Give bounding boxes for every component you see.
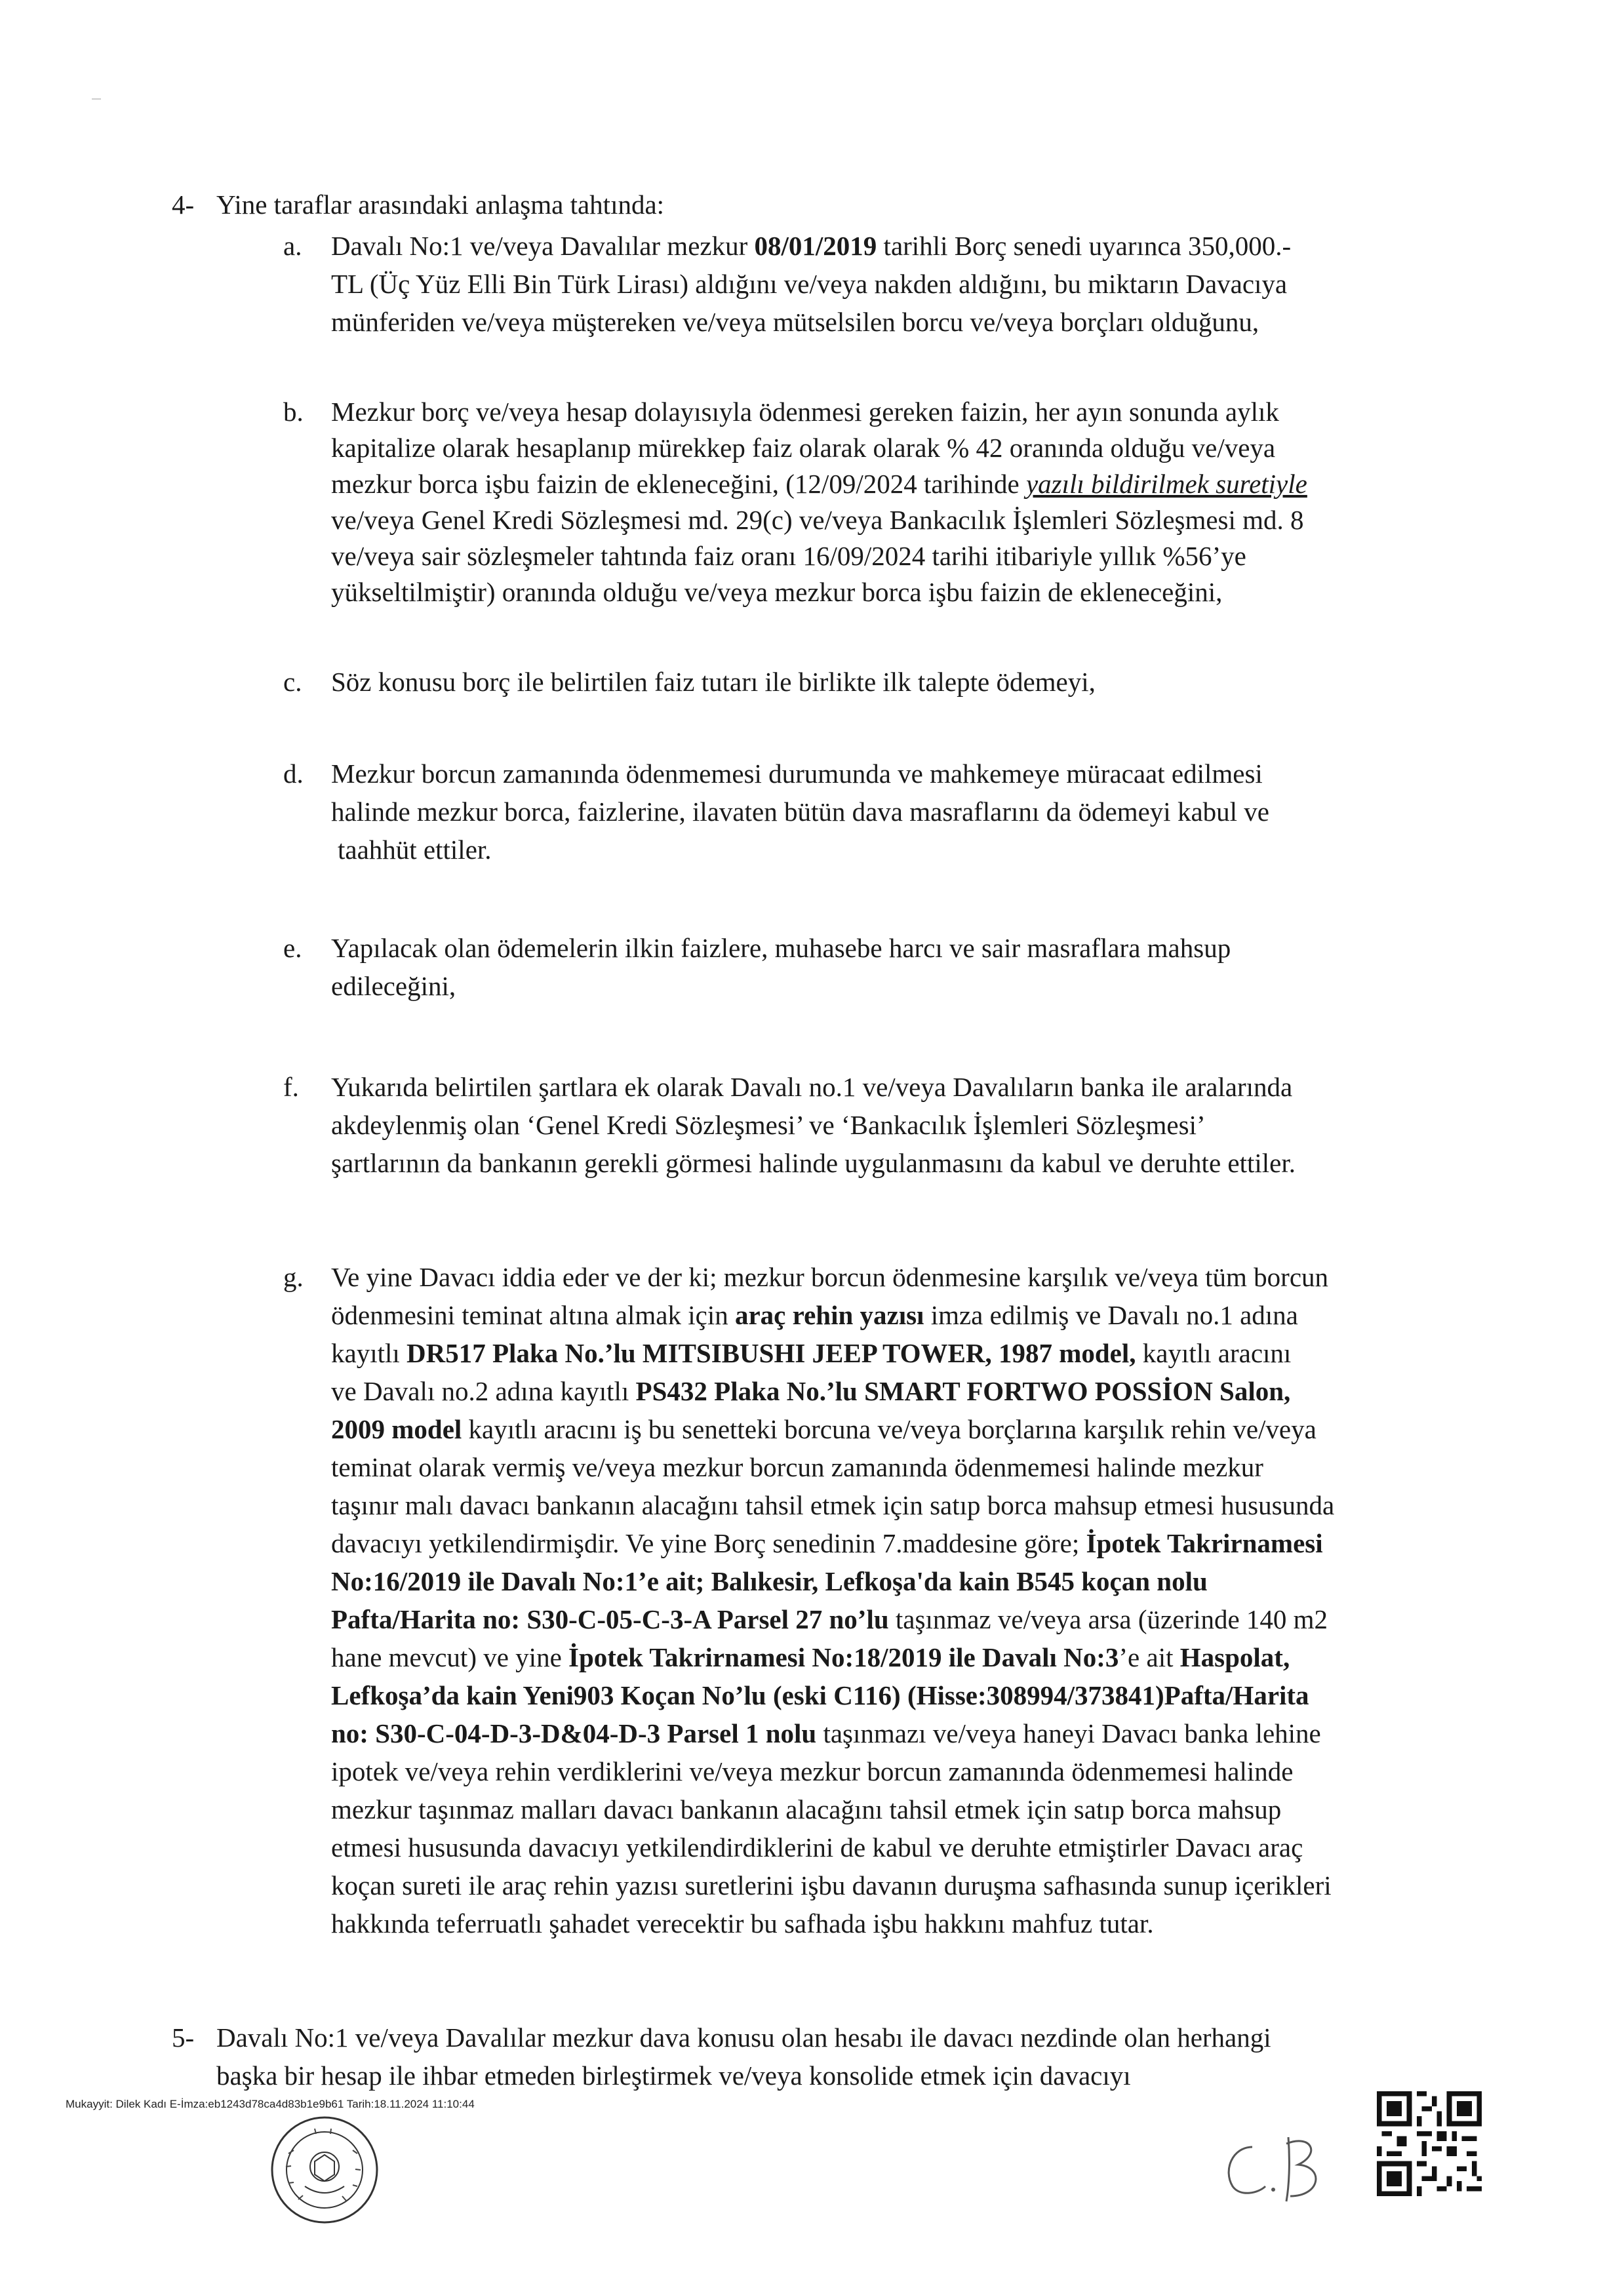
item-e-line-2: edileceğini, — [331, 971, 456, 1001]
handwritten-signature — [1213, 2124, 1344, 2209]
item-g-line-7: taşınır malı davacı bankanın alacağını tahsil etmek için satıp borca mahsup etmesi hususunda — [331, 1490, 1335, 1520]
item-d-line-2: halinde mezkur borca, faizlerine, ilavaten bütün dava masraflarını da ödemeyi kabul ve — [331, 797, 1269, 827]
section-5-number: 5- — [172, 2022, 195, 2053]
item-a-line-3: münferiden ve/veya müştereken ve/veya mütselsilen borcu ve/veya borçları olduğunu, — [331, 307, 1259, 337]
item-a-label: a. — [283, 231, 302, 261]
item-b-line-6: yükseltilmiştir) oranında olduğu ve/veya mezkur borca işbu faizin de ekleneceğini, — [331, 577, 1223, 607]
section-5-line-2: başka bir hesap ile ihbar etmeden birleştirmek ve/veya konsolide etmek için davacıyı — [216, 2060, 1131, 2091]
item-g-line-11: hane mevcut) ve yine İpotek Takrirnamesi No:18/2019 ile Davalı No:3’e ait Haspolat, — [331, 1642, 1290, 1672]
item-g-line-9: No:16/2019 ile Davalı No:1’e ait; Balıkesir, Lefkoşa'da kain B545 koçan nolu — [331, 1566, 1208, 1596]
item-c-label: c. — [283, 667, 302, 697]
item-b-line-3: mezkur borca işbu faizin de ekleneceğini, (12/09/2024 tarihinde yazılı bildirilmek suretiyle — [331, 469, 1307, 499]
item-f-line-1: Yukarıda belirtilen şartlara ek olarak Davalı no.1 ve/veya Davalıların banka ile aralarında — [331, 1072, 1293, 1102]
item-g-line-18: hakkında teferruatlı şahadet verecektir bu safhada işbu hakkını mahfuz tutar. — [331, 1908, 1154, 1939]
item-b-line-2: kapitalize olarak hesaplanıp mürekkep faiz olarak olarak % 42 oranında olduğu ve/veya — [331, 433, 1276, 463]
item-e-label: e. — [283, 933, 302, 963]
item-d-label: d. — [283, 758, 304, 789]
item-d-line-3: taahhüt ettiler. — [338, 835, 492, 865]
item-b-line-5: ve/veya sair sözleşmeler tahtında faiz oranı 16/09/2024 tarihi itibariyle yıllık %56’ye — [331, 541, 1246, 571]
item-f-line-3: şartlarının da bankanın gerekli görmesi halinde uygulanmasını da kabul ve deruhte ettiler. — [331, 1148, 1296, 1178]
item-g-line-3: kayıtlı DR517 Plaka No.’lu MITSIBUSHI JEEP TOWER, 1987 model, kayıtlı aracını — [331, 1338, 1292, 1368]
item-g-line-17: koçan sureti ile araç rehin yazısı suretlerini işbu davanın duruşma safhasında sunup içerikleri — [331, 1870, 1332, 1900]
item-g-line-1: Ve yine Davacı iddia eder ve der ki; mezkur borcun ödenmesine karşılık ve/veya tüm borcun — [331, 1262, 1329, 1292]
item-g-line-4: ve Davalı no.2 adına kayıtlı PS432 Plaka No.’lu SMART FORTWO POSSİON Salon, — [331, 1376, 1291, 1406]
scan-speck — [92, 98, 101, 100]
item-g-line-12: Lefkoşa’da kain Yeni903 Koçan No’lu (eski C116) (Hisse:308994/373841)Pafta/Harita — [331, 1680, 1309, 1710]
court-seal-icon — [269, 2114, 380, 2226]
item-b-label: b. — [283, 397, 304, 427]
section-4-number: 4- — [172, 189, 195, 220]
item-g-label: g. — [283, 1262, 304, 1292]
item-b-line-4: ve/veya Genel Kredi Sözleşmesi md. 29(c) ve/veya Bankacılık İşlemleri Sözleşmesi md. 8 — [331, 505, 1304, 535]
item-g-line-13: no: S30-C-04-D-3-D&04-D-3 Parsel 1 nolu taşınmazı ve/veya haneyi Davacı banka lehine — [331, 1718, 1321, 1748]
qr-code-icon — [1377, 2091, 1482, 2196]
section-4-heading: Yine taraflar arasındaki anlaşma tahtında: — [216, 189, 665, 220]
item-g-line-14: ipotek ve/veya rehin verdiklerini ve/veya mezkur borcun zamanında ödenmemesi halinde — [331, 1756, 1294, 1786]
item-f-line-2: akdeylenmiş olan ‘Genel Kredi Sözleşmesi’ ve ‘Bankacılık İşlemleri Sözleşmesi’ — [331, 1110, 1206, 1140]
item-g-line-15: mezkur taşınmaz malları davacı bankanın alacağını tahsil etmek için satıp borca mahsup — [331, 1794, 1282, 1824]
item-d-line-1: Mezkur borcun zamanında ödenmemesi durumunda ve mahkemeye müracaat edilmesi — [331, 758, 1263, 789]
e-signature-stamp-text: Mukayyit: Dilek Kadı E-İmza:eb1243d78ca4d83b1e9b61 Tarih:18.11.2024 11:10:44 — [66, 2098, 475, 2110]
item-e-line-1: Yapılacak olan ödemelerin ilkin faizlere, muhasebe harcı ve sair masraflara mahsup — [331, 933, 1231, 963]
item-g-line-2: ödenmesini teminat altına almak için araç rehin yazısı imza edilmiş ve Davalı no.1 adına — [331, 1300, 1298, 1330]
item-c-line-1: Söz konusu borç ile belirtilen faiz tutarı ile birlikte ilk talepte ödemeyi, — [331, 667, 1096, 697]
item-g-line-8: davacıyı yetkilendirmişdir. Ve yine Borç senedinin 7.maddesine göre; İpotek Takrirnamesi — [331, 1528, 1323, 1558]
section-5-line-1: Davalı No:1 ve/veya Davalılar mezkur dava konusu olan hesabı ile davacı nezdinde olan herhangi — [216, 2022, 1271, 2053]
item-g-line-16: etmesi hususunda davacıyı yetkilendirdiklerini de kabul ve deruhte etmiştirler Davacı araç — [331, 1832, 1303, 1862]
item-g-line-5: 2009 model kayıtlı aracını iş bu senetteki borcuna ve/veya borçlarına karşılık rehin ve/veya — [331, 1414, 1317, 1444]
item-f-label: f. — [283, 1072, 299, 1102]
item-a-line-2: TL (Üç Yüz Elli Bin Türk Lirası) aldığını ve/veya nakden aldığını, bu miktarın Davacıya — [331, 269, 1288, 299]
item-b-line-1: Mezkur borç ve/veya hesap dolayısıyla ödenmesi gereken faizin, her ayın sonunda aylık — [331, 397, 1279, 427]
item-a-line-1: Davalı No:1 ve/veya Davalılar mezkur 08/01/2019 tarihli Borç senedi uyarınca 350,000.- — [331, 231, 1292, 261]
item-g-line-10: Pafta/Harita no: S30-C-05-C-3-A Parsel 27 no’lu taşınmaz ve/veya arsa (üzerinde 140 m2 — [331, 1604, 1328, 1634]
item-g-line-6: teminat olarak vermiş ve/veya mezkur borcun zamanında ödenmemesi halinde mezkur — [331, 1452, 1263, 1482]
